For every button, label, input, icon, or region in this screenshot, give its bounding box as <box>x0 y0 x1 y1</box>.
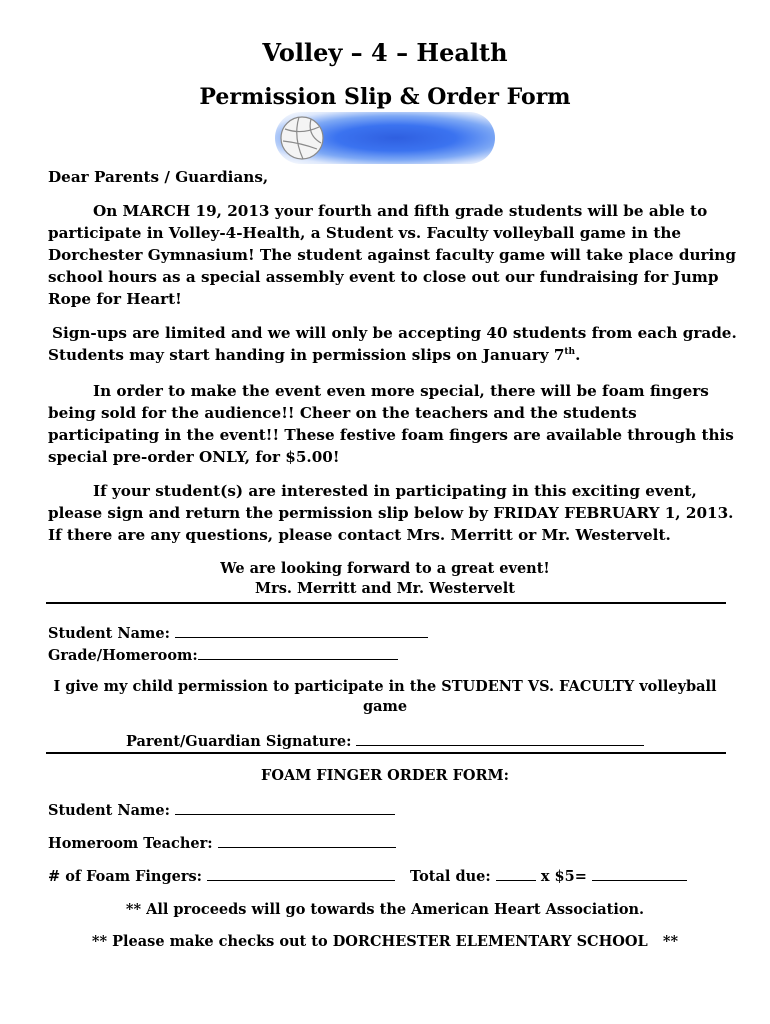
checks-note: ** Please make checks out to DORCHESTER ELEMENTARY SCHOOL ** <box>91 933 679 950</box>
foam-fingers-label: # of Foam Fingers: <box>48 868 202 885</box>
paragraph-2-line <box>48 344 738 366</box>
document-subtitle: Permission Slip & Order Form <box>199 84 571 110</box>
paragraph-4-line: please sign and return the permission slip below by FRIDAY FEBRUARY 1, 2013. <box>48 504 734 522</box>
slip-grade-label: Grade/Homeroom: <box>48 647 198 664</box>
order-student-name-field[interactable] <box>175 800 395 815</box>
slip-grade-row <box>48 645 398 664</box>
order-student-name-row <box>48 800 395 819</box>
divider <box>46 602 726 604</box>
document-title: Volley – 4 – Health <box>262 38 508 67</box>
paragraph-1-line: On MARCH 19, 2013 your fourth and fifth grade students will be able to <box>93 202 708 220</box>
paragraph-4 <box>48 480 738 546</box>
paragraph-2-line: Sign-ups are limited and we will only be accepting 40 students from each grade. <box>52 324 737 342</box>
paragraph-3-line: special pre-order ONLY, for $5.00! <box>48 448 340 466</box>
paragraph-1-line: school hours as a special assembly event to close out our fundraising for Jump <box>48 268 719 286</box>
permission-statement: I give my child permission to participate in the STUDENT VS. FACULTY volleyball <box>53 678 717 695</box>
paragraph-3-line: In order to make the event even more special, there will be foam fingers <box>93 382 709 400</box>
closing-line: We are looking forward to a great event! <box>220 560 550 577</box>
paragraph-4-line: If there are any questions, please contact Mrs. Merritt or Mr. Westervelt. <box>48 526 671 544</box>
order-form-heading: FOAM FINGER ORDER FORM: <box>261 767 509 784</box>
volleyball-icon <box>279 115 325 161</box>
signature-field[interactable] <box>356 731 644 746</box>
homeroom-teacher-row <box>48 833 396 852</box>
paragraph-2 <box>48 322 738 366</box>
ordinal-superscript: th <box>564 346 576 357</box>
slip-student-name-row <box>48 623 428 642</box>
paragraph-3-line: participating in the event!! These festive foam fingers are available through this <box>48 426 734 444</box>
paragraph-2-text: Students may start handing in permission slips on January 7 <box>48 346 565 364</box>
signature-label: Parent/Guardian Signature: <box>126 733 352 750</box>
slip-student-name-label: Student Name: <box>48 625 170 642</box>
homeroom-teacher-field[interactable] <box>218 833 396 848</box>
closing-signature: Mrs. Merritt and Mr. Westervelt <box>255 580 515 597</box>
slip-student-name-field[interactable] <box>175 623 428 638</box>
total-due-quantity-field[interactable] <box>496 866 536 881</box>
foam-fingers-row <box>48 866 395 885</box>
paragraph-3 <box>48 380 738 468</box>
slip-grade-field[interactable] <box>198 645 398 660</box>
letter-greeting: Dear Parents / Guardians, <box>48 168 269 186</box>
total-due-row <box>410 866 687 885</box>
permission-statement-cont: game <box>362 698 408 715</box>
paragraph-1-line: participate in Volley-4-Health, a Student vs. Faculty volleyball game in the <box>48 224 682 242</box>
signature-row <box>126 731 644 750</box>
homeroom-teacher-label: Homeroom Teacher: <box>48 835 213 852</box>
total-due-label: Total due: <box>410 868 491 885</box>
order-student-name-label: Student Name: <box>48 802 170 819</box>
total-due-amount-field[interactable] <box>592 866 687 881</box>
paragraph-1-line: Dorchester Gymnasium! The student against faculty game will take place during <box>48 246 736 264</box>
price-multiplier-label: x $5= <box>540 868 587 885</box>
paragraph-1-line: Rope for Heart! <box>48 290 182 308</box>
paragraph-1 <box>48 200 738 310</box>
proceeds-note: ** All proceeds will go towards the American Heart Association. <box>125 901 645 918</box>
paragraph-4-line: If your student(s) are interested in participating in this exciting event, <box>93 482 697 500</box>
paragraph-2-period: . <box>575 346 581 364</box>
paragraph-3-line: being sold for the audience!! Cheer on the teachers and the students <box>48 404 637 422</box>
divider <box>46 752 726 754</box>
foam-fingers-field[interactable] <box>207 866 395 881</box>
